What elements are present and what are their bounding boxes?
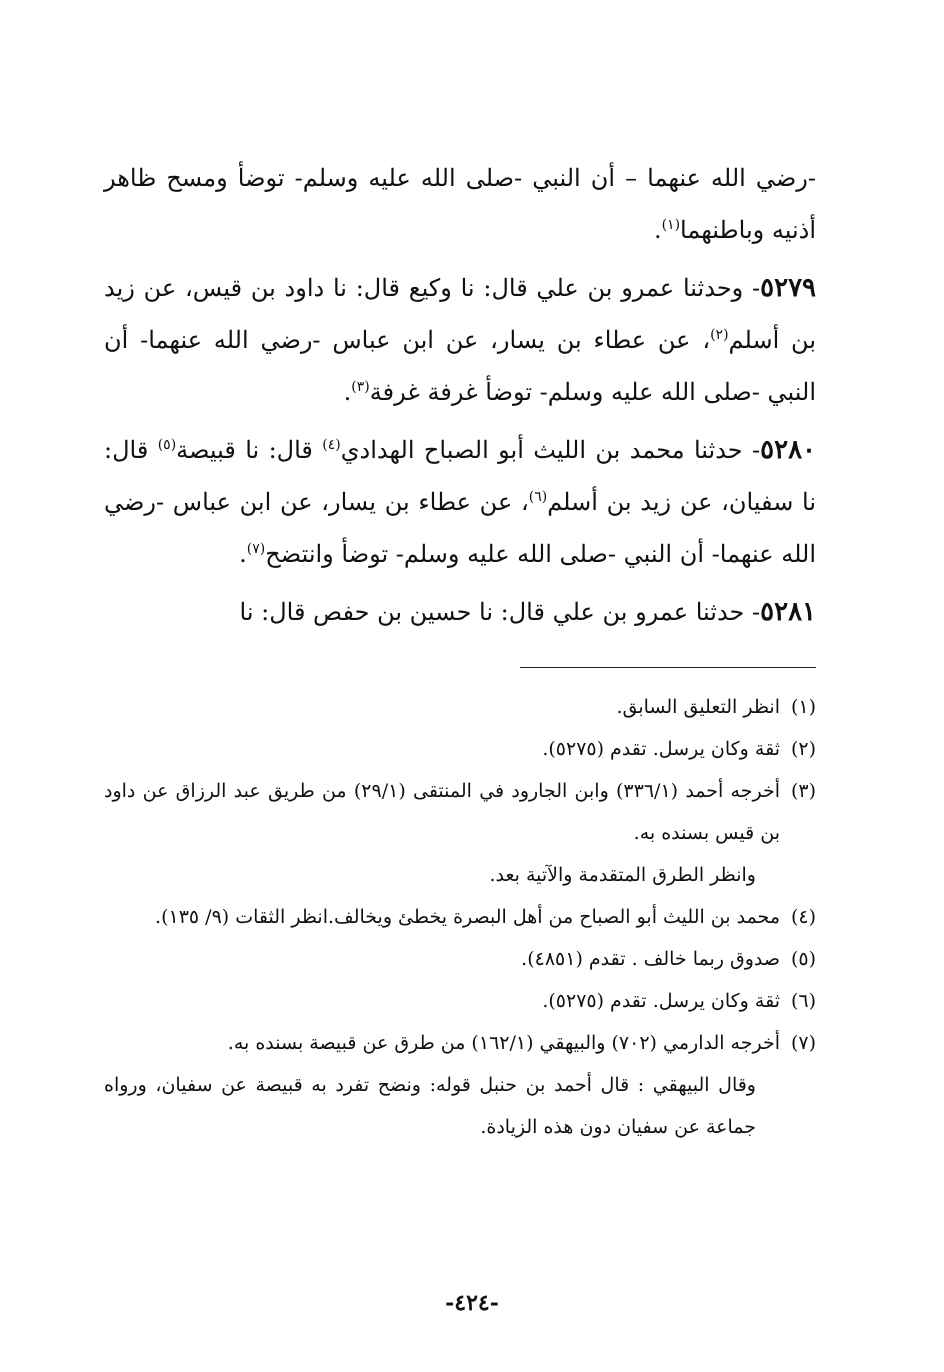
footnote-text: انظر التعليق السابق. [616, 696, 780, 718]
main-text [104, 152, 816, 638]
hadith-text: - حدثنا محمد بن الليث أبو الصباح الهدادي [340, 436, 761, 464]
footnote-number: (٢) [790, 738, 816, 760]
footnote-text: صدوق ربما خالف . تقدم (٤٨٥١). [521, 948, 780, 970]
footnote-marker[interactable]: (١) [661, 217, 681, 233]
paragraph-text: . [653, 216, 662, 244]
footnote-1 [104, 686, 816, 728]
hadith-text: - حدثنا عمرو بن علي قال: نا حسين بن حفص قال: نا [239, 598, 761, 626]
footnote-text: ثقة وكان يرسل. تقدم (٥٢٧٥). [542, 990, 780, 1012]
footnote-text: أخرجه أحمد (٣٣٦/١) وابن الجارود في المنتقى (٢٩/١) من طريق عبد الرزاق عن داود بن قيس بسنده به. [104, 780, 780, 844]
footnote-marker[interactable]: (٢) [710, 327, 729, 343]
hadith-text: . [343, 378, 352, 406]
footnote-5 [104, 938, 816, 980]
footnote-marker[interactable]: (٧) [246, 541, 266, 557]
footnote-text: ثقة وكان يرسل. تقدم (٥٢٧٥). [542, 738, 780, 760]
footnote-number: (١) [790, 696, 816, 718]
footnote-6 [104, 980, 816, 1022]
footnote-continuation: وانظر الطرق المتقدمة والآتية بعد. [489, 864, 756, 886]
footnote-continuation: وقال البيهقي : قال أحمد بن حنبل قوله: ونضح تفرد به قبيصة عن سفيان، ورواه جماعة عن سفيان دون هذه الزيادة. [104, 1074, 756, 1138]
footnote-3 [104, 770, 816, 896]
footnote-text: محمد بن الليث أبو الصباح من أهل البصرة يخطئ ويخالف.انظر الثقات (٩/ ١٣٥). [155, 906, 780, 928]
footnote-divider [520, 667, 816, 668]
footnote-text: أخرجه الدارمي (٧٠٢) والبيهقي (١٦٢/١) من طرق عن قبيصة بسنده به. [227, 1032, 780, 1054]
footnote-2 [104, 728, 816, 770]
footnote-number: (٧) [790, 1032, 816, 1054]
footnote-number: (٣) [790, 780, 816, 802]
footnote-7 [104, 1022, 816, 1148]
hadith-number: ٥٢٨١ [760, 597, 816, 627]
hadith-text: ، عن عطاء بن يسار، عن ابن عباس -رضي الله عنهما- أن النبي -صلى الله عليه وسلم- توضأ وانتضح [104, 488, 816, 568]
hadith-text: قال: نا قبيصة [176, 436, 323, 464]
footnote-4 [104, 896, 816, 938]
paragraph-text: -رضي الله عنهما – أن النبي -صلى الله عليه وسلم- توضأ ومسح ظاهر أذنيه وباطنهما [104, 164, 816, 244]
hadith-text: - وحدثنا عمرو بن علي قال: نا وكيع قال: نا داود بن قيس، عن زيد بن أسلم [104, 274, 817, 354]
hadith-number: ٥٢٧٩ [760, 273, 816, 303]
hadith-5281 [104, 586, 816, 638]
footnote-number: (٥) [790, 948, 816, 970]
hadith-text: . [239, 540, 247, 568]
hadith-text: ، عن عطاء بن يسار، عن ابن عباس -رضي الله عنهما- أن النبي -صلى الله عليه وسلم- توضأ غرفة غرفة [104, 326, 816, 406]
footnote-marker[interactable]: (٤) [322, 437, 341, 453]
footnote-number: (٤) [790, 906, 816, 928]
footnote-marker[interactable]: (٣) [351, 379, 370, 395]
hadith-number: ٥٢٨٠ [760, 435, 816, 465]
hadith-5279 [104, 262, 816, 418]
hadith-5280 [104, 424, 816, 580]
footnote-number: (٦) [790, 990, 816, 1012]
footnote-marker[interactable]: (٦) [528, 489, 548, 505]
page-number: -٤٢٤- [445, 1290, 499, 1316]
footnotes-section [104, 686, 816, 1148]
paragraph-continuation [104, 152, 816, 256]
footnote-marker[interactable]: (٥) [157, 437, 177, 453]
hadith-text: قال: نا سفيان، عن زيد بن أسلم [104, 436, 816, 516]
